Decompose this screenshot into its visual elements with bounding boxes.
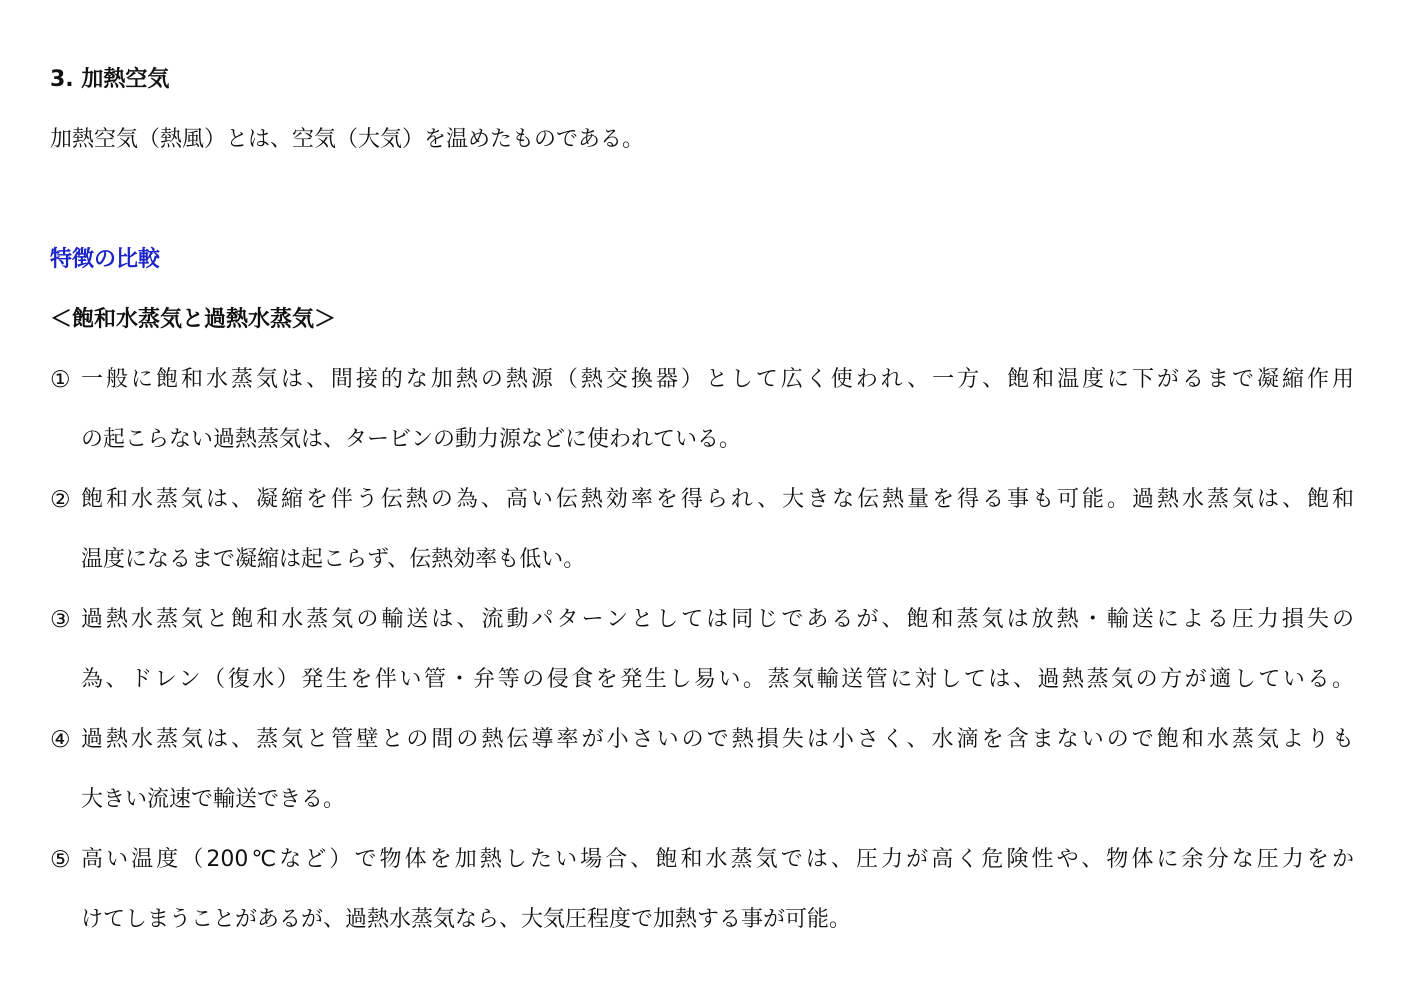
item-marker: ⑤ <box>50 847 71 873</box>
item-line: 大きい流速で輸送できる。 <box>81 787 346 812</box>
item-line: の起こらない過熱蒸気は、タービンの動力源などに使われている。 <box>81 427 742 452</box>
item-line: けてしまうことがあるが、過熱水蒸気なら、大気圧程度で加熱する事が可能。 <box>81 907 852 932</box>
comparison-title: 特徴の比較 <box>50 247 161 272</box>
section-description: 加熱空気（熱風）とは、空気（大気）を温めたものである。 <box>50 127 645 152</box>
item-line: 高い温度（200℃など）で物体を加熱したい場合、飽和水蒸気では、圧力が高く危険性や、物体に余分な圧力をか <box>81 847 1354 872</box>
item-marker: ④ <box>50 727 71 753</box>
item-line: 過熱水蒸気と飽和水蒸気の輸送は、流動パターンとしては同じであるが、飽和蒸気は放熱・輸送による圧力損失の <box>81 607 1354 632</box>
item-line: 飽和水蒸気は、凝縮を伴う伝熱の為、高い伝熱効率を得られ、大きな伝熱量を得る事も可能。過熱水蒸気は、飽和 <box>81 487 1354 512</box>
comparison-subtitle: ＜飽和水蒸気と過熱水蒸気＞ <box>50 307 337 332</box>
item-marker: ③ <box>50 607 71 633</box>
item-marker: ② <box>50 487 71 513</box>
section-heading: 3. 加熱空気 <box>50 67 170 92</box>
item-line: 温度になるまで凝縮は起こらず、伝熱効率も低い。 <box>81 547 586 572</box>
item-line: 為、ドレン（復水）発生を伴い管・弁等の侵食を発生し易い。蒸気輸送管に対しては、過熱蒸気の方が適している。 <box>81 667 1354 692</box>
item-line: 一般に飽和水蒸気は、間接的な加熱の熱源（熱交換器）として広く使われ、一方、飽和温度に下がるまで凝縮作用 <box>81 367 1354 392</box>
item-line: 過熱水蒸気は、蒸気と管壁との間の熱伝導率が小さいので熱損失は小さく、水滴を含まないので飽和水蒸気よりも <box>81 727 1354 752</box>
item-marker: ① <box>50 367 71 393</box>
